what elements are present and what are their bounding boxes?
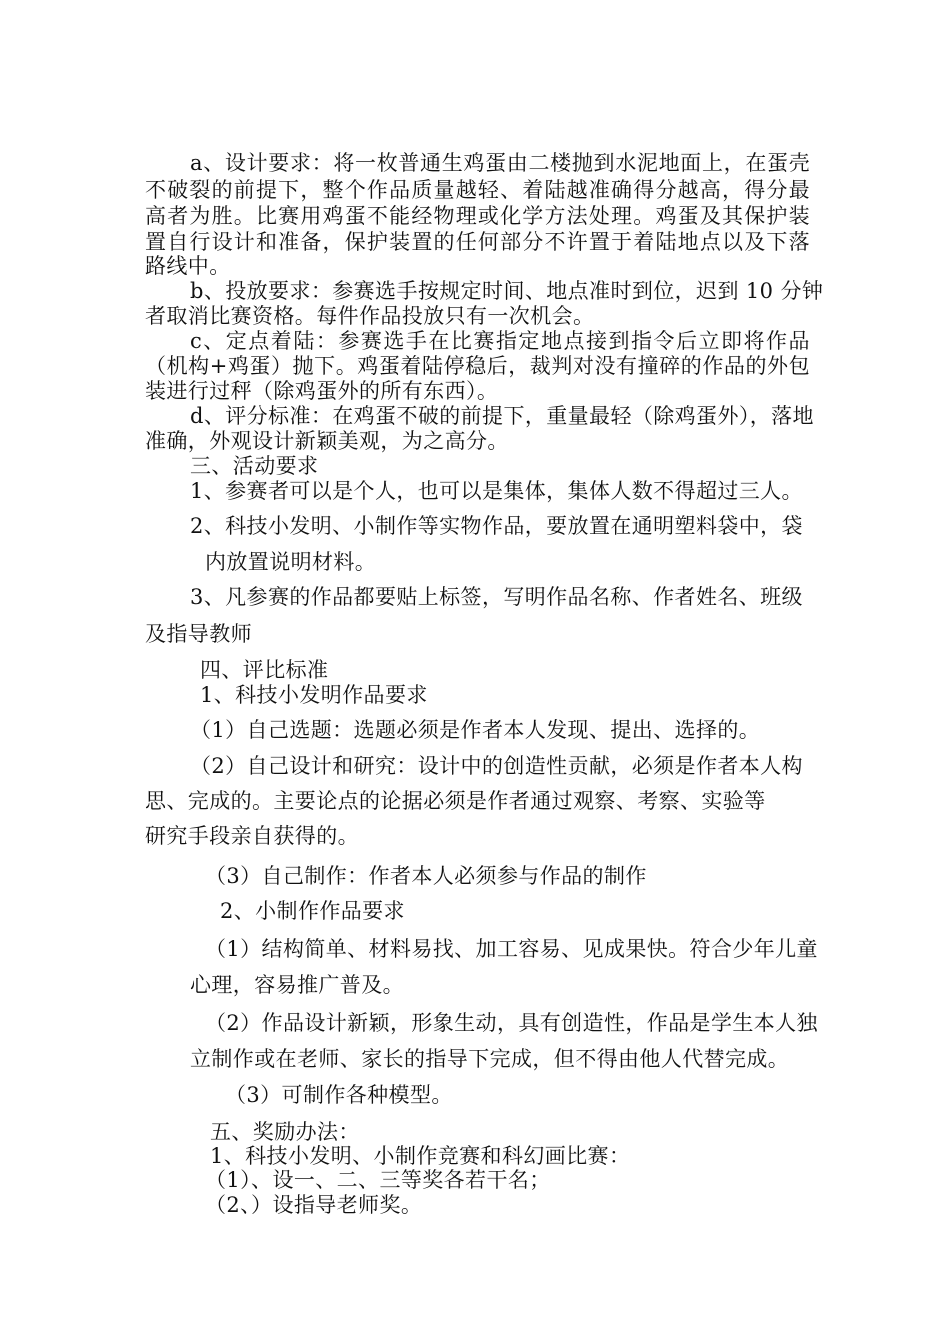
throw-requirements-line-2: 者取消比赛资格。每件作品投放只有一次机会。 [145, 304, 595, 328]
awards-item-1-sub-2: （2、）设指导老师奖。 [205, 1193, 423, 1217]
design-requirements-line-4: 置自行设计和准备，保护装置的任何部分不许置于着陆地点以及下落 [145, 230, 811, 254]
awards-heading: 五、奖励办法： [210, 1120, 360, 1144]
criteria-sub-1-item-2-line-1: （2）自己设计和研究：设计中的创造性贡献，必须是作者本人构 [190, 754, 803, 778]
criteria-sub-2-item-2-line-2: 立制作或在老师、家长的指导下完成，但不得由他人代替完成。 [190, 1047, 790, 1071]
criteria-sub-1-item-1: （1）自己选题：选题必须是作者本人发现、提出、选择的。 [190, 718, 761, 742]
scoring-line-1: d、评分标准：在鸡蛋不破的前提下，重量最轻（除鸡蛋外），落地 [190, 404, 814, 428]
criteria-sub-2-item-2-line-1: （2）作品设计新颖，形象生动，具有创造性，作品是学生本人独 [205, 1011, 818, 1035]
landing-line-2: （机构+鸡蛋）抛下。鸡蛋着陆停稳后，裁判对没有撞碎的作品的外包 [145, 354, 811, 378]
activity-item-2-line-1: 2、科技小发明、小制作等实物作品，要放置在通明塑料袋中，袋 [190, 514, 803, 538]
criteria-sub-2-item-1-line-2: 心理，容易推广普及。 [190, 973, 404, 997]
activity-item-1: 1、参赛者可以是个人，也可以是集体，集体人数不得超过三人。 [190, 479, 803, 503]
scoring-line-2: 准确，外观设计新颖美观，为之高分。 [145, 429, 509, 453]
landing-line-1: c、定点着陆：参赛选手在比赛指定地点接到指令后立即将作品 [190, 329, 812, 353]
activity-item-3-line-1: 3、凡参赛的作品都要贴上标签，写明作品名称、作者姓名、班级 [190, 585, 803, 609]
criteria-sub-1-item-3: （3）自己制作：作者本人必须参与作品的制作 [205, 864, 647, 888]
design-requirements-line-3: 高者为胜。比赛用鸡蛋不能经物理或化学方法处理。鸡蛋及其保护装 [145, 204, 811, 228]
activity-heading: 三、活动要求 [190, 454, 319, 478]
criteria-heading: 四、评比标准 [200, 658, 329, 682]
design-requirements-line-5: 路线中。 [145, 254, 231, 278]
criteria-sub-2-item-3: （3）可制作各种模型。 [225, 1083, 453, 1107]
criteria-sub-1-item-2-line-3: 研究手段亲自获得的。 [145, 824, 359, 848]
criteria-sub-2-item-1-line-1: （1）结构简单、材料易找、加工容易、见成果快。符合少年儿童 [205, 937, 818, 961]
awards-item-1-sub-1: （1）、设一、二、三等奖各若干名； [205, 1168, 551, 1192]
awards-item-1: 1、科技小发明、小制作竞赛和科幻画比赛： [210, 1144, 631, 1168]
throw-requirements-line-1: b、投放要求：参赛选手按规定时间、地点准时到位，迟到 10 分钟 [190, 279, 824, 303]
criteria-sub-2-heading: 2、小制作作品要求 [220, 899, 405, 923]
criteria-sub-1-heading: 1、科技小发明作品要求 [200, 683, 428, 707]
design-requirements-line-2: 不破裂的前提下，整个作品质量越轻、着陆越准确得分越高，得分最 [145, 178, 811, 202]
design-requirements-line-1: a、设计要求：将一枚普通生鸡蛋由二楼抛到水泥地面上，在蛋壳 [190, 151, 811, 175]
criteria-sub-1-item-2-line-2: 思、完成的。主要论点的论据必须是作者通过观察、考察、实验等 [145, 789, 766, 813]
activity-item-3-line-2: 及指导教师 [145, 622, 252, 646]
landing-line-3: 装进行过秤（除鸡蛋外的所有东西）。 [145, 379, 499, 403]
activity-item-2-line-2: 内放置说明材料。 [205, 550, 377, 574]
